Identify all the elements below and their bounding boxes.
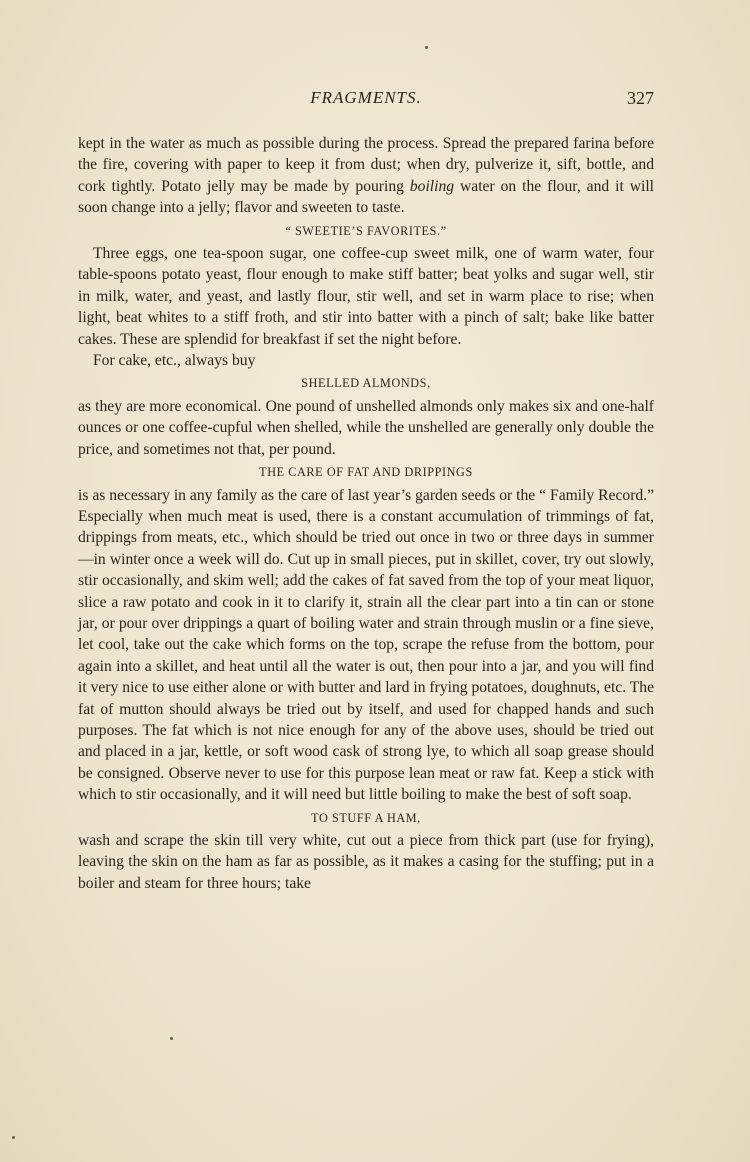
paper-speck	[425, 46, 428, 49]
paragraph-stuff-a-ham: wash and scrape the skin till very white, cut out a piece from thick part (use for frying), leaving the skin on the ham as far as possible, as it makes a casing for the stuffing; put in a boiler and steam for three hours; take	[78, 832, 654, 892]
paragraph-farina-text: kept in the water as much as possible during the process. Spread the prepared farina before the fire, covering with paper to keep it from dust; when dry, pulverize it, sift, bottle, and cork tightly. Potato jelly may be made by pouring	[78, 135, 654, 195]
paragraph-cake-buy: For cake, etc., always buy	[93, 352, 256, 370]
paper-speck	[12, 1136, 15, 1139]
paragraph-sweeties-favorites: Three eggs, one tea-spoon sugar, one coffee-cup sweet milk, one of warm water, four table-spoons potato yeast, flour enough to make stiff batter; beat yolks and sugar well, stir in milk, water, and yeast, and lastly flour, stir well, and set in warm place to rise; when light, beat whites to a stiff froth, and stir into batter with a pinch of salt; bake like batter cakes. These are splendid for breakfast if set the night before.	[78, 245, 654, 348]
paragraph-shelled-almonds: as they are more economical. One pound of unshelled almonds only makes six and one-half ounces or one coffee-cupful when shelled, while the unshelled are generally only double the price, and sometimes not that, per pound.	[78, 397, 654, 458]
paragraph-farina	[78, 133, 654, 219]
heading-sweeties-favorites: “ SWEETIE’S FAVORITES.”	[285, 223, 447, 238]
heading-care-of-fat: THE CARE OF FAT AND DRIPPINGS	[259, 465, 473, 480]
heading-shelled-almonds: SHELLED ALMONDS,	[301, 376, 431, 391]
paragraph-farina-text-end: water on the flour, and it will soon change into a jelly; flavor and sweeten to taste.	[78, 177, 655, 217]
page-number: 327	[627, 88, 654, 108]
page-header	[78, 88, 654, 114]
paper-speck	[170, 1037, 173, 1040]
heading-stuff-a-ham: TO STUFF A HAM,	[311, 810, 421, 825]
running-head: FRAGMENTS.	[310, 88, 422, 107]
emphasis-boiling: boiling	[409, 177, 455, 195]
page-body	[78, 133, 654, 894]
paragraph-care-of-fat: is as necessary in any family as the care of last year’s garden seeds or the “ Family Record.” Especially when much meat is used, there is a constant accumulation of trimmings of fat, drippings from meats, etc., which should be tried out once in two or three days in summer—in winter once a week will do. Cut up in small pieces, put in skillet, cover, try out slowly, stir occasionally, and skim well; add the cakes of fat saved from the top of your meat liquor, slice a raw potato and cook in it to clarify it, strain all the clear part into a tin can or stone jar, or pour over drippings a quart of boiling water and strain through muslin or a fine sieve, let cool, take out the cake which forms on the top, scrape the refuse from the bottom, pour again into a skillet, and heat until all the water is out, then pour into a jar, and you will find it very nice to use either alone or with butter and lard in frying potatoes, doughnuts, etc. The fat of mutton should always be tried out by itself, and used for chapped hands and such purposes. The fat which is not nice enough for any of the above uses, should be tried out and placed in a jar, kettle, or soft wood cask of strong lye, to which all soap grease should be consigned. Observe never to use for this purpose lean meat or raw fat. Keep a stick with which to stir occasionally, and it will need but little boiling to make the best of soft soap.	[78, 486, 654, 804]
